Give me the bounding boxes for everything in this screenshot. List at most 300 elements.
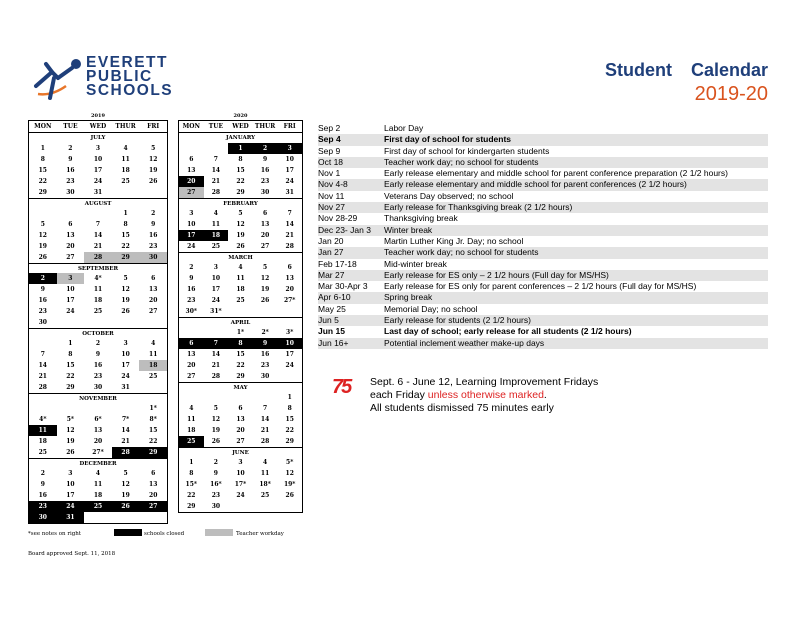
day-cell: 12: [236, 221, 245, 228]
day-cell: 3: [95, 145, 101, 152]
day-cell: 25: [38, 449, 47, 456]
event-row: [318, 157, 768, 168]
day-cell: 25: [121, 178, 130, 185]
day-cell: [57, 403, 85, 414]
badge-75: 75: [332, 376, 351, 398]
day-cell: 29: [236, 373, 245, 380]
day-cell: 21: [285, 232, 294, 239]
legend-workday-swatch: [205, 529, 233, 536]
day-cell: [277, 371, 302, 382]
event-date: Jan 27: [318, 247, 344, 258]
day-cell: 30: [38, 319, 47, 326]
day-cell: 5: [123, 470, 128, 477]
day-cell: 28: [260, 438, 270, 445]
day-cell: 6*: [94, 416, 102, 423]
day-header: THUR: [115, 123, 136, 130]
day-cell: 5: [263, 264, 268, 271]
day-cell: 4: [151, 340, 156, 347]
day-cell: 31: [57, 512, 85, 523]
month-title-april: APRIL: [179, 317, 302, 327]
day-cell: 12: [149, 156, 158, 163]
event-text: Veterans Day observed; no school: [384, 190, 514, 201]
day-cell: 6: [189, 156, 194, 163]
event-row: [318, 146, 768, 157]
day-cell: 27: [149, 308, 158, 315]
day-cell: 9: [40, 286, 45, 293]
day-header: WED: [89, 123, 107, 130]
day-cell: 1: [287, 394, 292, 401]
month-title-december: DECEMBER: [29, 458, 167, 468]
event-text: Memorial Day; no school: [384, 303, 478, 314]
event-row: [318, 326, 768, 337]
day-cell: 12: [66, 427, 75, 434]
day-cell: [139, 187, 167, 198]
day-cell: [84, 403, 112, 414]
day-cell: 21: [211, 178, 221, 185]
day-cell: 6: [151, 275, 156, 282]
day-cell: 7: [263, 405, 268, 412]
day-cell: 17: [211, 286, 221, 293]
day-cell: 24: [187, 243, 196, 250]
day-cell: 20: [285, 286, 294, 293]
day-cell: 30: [93, 384, 103, 391]
day-cell: 22: [149, 438, 158, 445]
day-header-row: [29, 121, 167, 133]
day-cell: 25: [93, 308, 103, 315]
event-row: [318, 123, 768, 134]
day-cell: 6: [179, 338, 204, 349]
day-header: FRI: [283, 123, 296, 130]
event-row: [318, 179, 768, 190]
day-cell: 29: [38, 189, 47, 196]
event-text: Early release elementary and middle school for parent conferences (2 1/2 hours): [384, 179, 687, 190]
day-cell: 23: [187, 297, 196, 304]
day-cell: 25: [236, 297, 245, 304]
day-cell: 28: [38, 384, 47, 391]
event-row: [318, 202, 768, 213]
day-cell: 16: [260, 351, 270, 358]
day-header: TUE: [63, 123, 78, 130]
day-cell: 18: [93, 297, 103, 304]
month-title-may: MAY: [179, 382, 302, 392]
day-cell: [84, 317, 112, 328]
day-cell: 26: [211, 438, 221, 445]
day-cell: 10: [285, 156, 294, 163]
day-cell: 31: [121, 384, 130, 391]
day-cell: [112, 187, 140, 198]
day-cell: 10: [236, 470, 245, 477]
day-cell: 3*: [286, 329, 294, 336]
event-row: [318, 191, 768, 202]
day-cell: 23: [29, 501, 57, 512]
day-cell: 18: [187, 427, 196, 434]
day-cell: 2: [151, 210, 156, 217]
day-cell: 29: [285, 438, 294, 445]
day-header: THUR: [254, 123, 276, 130]
day-cell: [139, 382, 167, 393]
event-text: Teacher work day; no school for students: [384, 247, 539, 258]
year-right: 2020: [233, 113, 248, 119]
event-date: Sep 9: [318, 145, 341, 156]
day-cell: 14: [38, 362, 47, 369]
day-cell: 9: [189, 275, 194, 282]
day-cell: 11: [260, 470, 270, 477]
day-cell: 1: [189, 459, 194, 466]
day-cell: 10: [211, 275, 221, 282]
event-date: Mar 30-Apr 3: [318, 281, 368, 292]
day-cell: [204, 327, 229, 338]
day-cell: [57, 317, 85, 328]
event-text: Early release for students (2 1/2 hours): [384, 315, 531, 326]
day-cell: 9: [151, 221, 156, 228]
day-cell: 3: [277, 143, 302, 154]
day-cell: 19: [66, 438, 75, 445]
day-cell: 26: [38, 254, 47, 261]
day-cell: 22: [187, 492, 196, 499]
event-row: [318, 236, 768, 247]
day-cell: 15*: [185, 481, 198, 488]
day-cell: 9: [40, 481, 45, 488]
day-cell: 23: [149, 243, 158, 250]
month-title-june: JUNE: [179, 447, 302, 457]
event-row: [318, 281, 768, 292]
day-cell: [139, 317, 167, 328]
event-text: Mid-winter break: [384, 258, 447, 269]
month-title-august: AUGUST: [29, 198, 167, 208]
day-cell: 8: [189, 470, 194, 477]
day-cell: 26: [66, 449, 75, 456]
event-date: Feb 17-18: [318, 258, 357, 269]
day-header: TUE: [208, 123, 224, 130]
day-cell: 7: [95, 221, 101, 228]
event-row: [318, 168, 768, 179]
day-cell: 15: [38, 167, 47, 174]
day-cell: 8: [123, 221, 128, 228]
day-cell: 14: [211, 351, 221, 358]
day-cell: 3: [123, 340, 128, 347]
day-cell: 28: [112, 447, 140, 458]
event-date: Sep 4: [318, 134, 341, 145]
day-cell: 25: [84, 501, 112, 512]
day-cell: 10: [121, 351, 130, 358]
event-text: Winter break: [384, 224, 433, 235]
day-cell: 4*: [39, 416, 47, 423]
day-cell: 29: [139, 447, 167, 458]
day-cell: 5: [213, 405, 218, 412]
day-cell: 23: [211, 492, 221, 499]
day-cell: 22: [236, 362, 245, 369]
note-line2c: .: [543, 389, 547, 401]
day-cell: 28: [285, 243, 294, 250]
legend-notes: *see notes on right: [28, 531, 81, 537]
day-cell: 6: [68, 221, 73, 228]
event-date: Nov 28-29: [318, 213, 358, 224]
day-cell: 10: [277, 338, 302, 349]
day-cell: 21: [38, 373, 47, 380]
note-line3: All students dismissed 75 minutes early: [370, 402, 554, 414]
day-cell: 22: [121, 243, 130, 250]
event-text: Early release for ES only – 2 1/2 hours (Full day for MS/HS): [384, 269, 609, 280]
day-cell: 27: [187, 373, 196, 380]
day-cell: 27: [179, 187, 204, 198]
day-cell: 9: [213, 470, 218, 477]
day-cell: 18: [121, 167, 130, 174]
district-logo: [32, 54, 174, 108]
day-cell: 20: [179, 176, 204, 187]
day-cell: 9: [68, 156, 73, 163]
day-cell: 20: [187, 362, 196, 369]
day-cell: 17: [121, 362, 130, 369]
day-cell: 27*: [283, 297, 296, 304]
day-cell: 20: [260, 232, 270, 239]
title-line2: 2019-20: [694, 83, 768, 105]
day-cell: 25: [149, 373, 158, 380]
day-cell: 27: [139, 501, 167, 512]
day-cell: 15: [121, 232, 130, 239]
day-cell: 27: [260, 243, 270, 250]
day-cell: 13: [66, 232, 75, 239]
day-cell: 7: [213, 156, 218, 163]
event-row: [318, 134, 768, 145]
day-cell: 13: [149, 481, 158, 488]
day-cell: 12: [211, 416, 221, 423]
board-approved: Board approved Sept. 11, 2018: [28, 551, 116, 557]
day-cell: [228, 501, 253, 512]
day-cell: 3: [57, 273, 85, 284]
day-cell: 4: [213, 210, 218, 217]
day-cell: 26: [236, 243, 245, 250]
day-cell: 16: [187, 286, 196, 293]
day-cell: [179, 327, 204, 338]
day-cell: 3: [189, 210, 194, 217]
day-cell: 24: [66, 308, 75, 315]
month-title-february: FEBRUARY: [179, 198, 302, 208]
day-cell: 13: [149, 286, 158, 293]
day-cell: 15: [236, 167, 245, 174]
month-grid: [179, 457, 302, 512]
day-cell: [139, 512, 167, 523]
day-cell: 13: [236, 416, 245, 423]
month-title-november: NOVEMBER: [29, 393, 167, 403]
event-date: Nov 1: [318, 168, 341, 179]
day-cell: 17: [66, 297, 75, 304]
day-cell: 7*: [121, 416, 130, 423]
day-cell: 17: [285, 167, 294, 174]
day-cell: 14: [285, 221, 294, 228]
day-cell: 15: [236, 351, 245, 358]
day-cell: 23: [66, 178, 75, 185]
event-row: [318, 259, 768, 270]
day-cell: 30: [139, 252, 167, 263]
day-cell: 11: [93, 481, 103, 488]
event-text: Spring break: [384, 292, 433, 303]
note-line1: Sept. 6 - June 12, Learning Improvement Fridays: [370, 376, 599, 388]
day-cell: 11: [211, 221, 221, 228]
day-cell: 8: [287, 405, 292, 412]
day-cell: 22: [38, 178, 47, 185]
event-date: Jun 16+: [318, 337, 349, 348]
month-grid: [29, 338, 167, 393]
day-cell: 7: [204, 338, 229, 349]
day-cell: 20: [66, 243, 75, 250]
day-cell: 19: [260, 286, 270, 293]
day-cell: 17: [93, 167, 103, 174]
event-date: Sep 2: [318, 123, 341, 133]
title-line1: Student Calendar: [604, 60, 768, 80]
day-cell: 26: [149, 178, 158, 185]
day-cell: 21: [260, 427, 270, 434]
day-cell: [112, 403, 140, 414]
day-cell: 16*: [210, 481, 222, 488]
event-text: Thanksgiving break: [384, 213, 458, 224]
day-header: MON: [34, 123, 52, 130]
day-cell: 17: [285, 351, 294, 358]
day-cell: 12: [38, 232, 47, 239]
day-cell: 30: [211, 503, 221, 510]
event-row: [318, 247, 768, 258]
day-cell: 20: [149, 492, 158, 499]
logo-text: EVERETT PUBLIC SCHOOLS: [86, 54, 174, 99]
day-cell: 19: [38, 243, 47, 250]
day-cell: 19: [211, 427, 221, 434]
event-text: Early release elementary and middle school for parent conference preparation (2 1/2 hours): [384, 168, 728, 179]
day-cell: 17: [179, 230, 204, 241]
day-cell: 1*: [236, 329, 245, 336]
day-cell: 7: [40, 351, 45, 358]
day-cell: 27: [66, 254, 75, 261]
day-cell: [179, 143, 204, 154]
day-cell: 18: [93, 492, 103, 499]
day-cell: 2*: [261, 329, 269, 336]
day-cell: 6: [238, 405, 243, 412]
day-cell: 2: [189, 264, 194, 271]
day-cell: 13: [285, 275, 294, 282]
day-cell: 24: [211, 297, 221, 304]
day-cell: [204, 392, 229, 403]
day-cell: 9: [263, 156, 268, 163]
day-cell: [57, 208, 85, 219]
day-cell: 9: [253, 338, 278, 349]
day-cell: 12: [285, 470, 294, 477]
day-cell: 3: [68, 470, 73, 477]
day-cell: 25: [211, 243, 221, 250]
legend-closed-swatch: [114, 529, 142, 536]
day-cell: 8: [68, 351, 73, 358]
day-cell: 31: [93, 189, 103, 196]
note-line2a: each Friday: [370, 389, 428, 401]
day-cell: 9: [95, 351, 101, 358]
month-grid: [179, 208, 302, 252]
day-cell: 5*: [286, 459, 294, 466]
day-cell: 26: [260, 297, 270, 304]
day-cell: 10: [66, 481, 75, 488]
day-cell: 22: [236, 178, 245, 185]
day-header: FRI: [147, 123, 160, 130]
day-cell: 19: [121, 492, 130, 499]
day-cell: 6: [287, 264, 292, 271]
day-cell: 13: [187, 167, 196, 174]
day-cell: 18: [38, 438, 47, 445]
day-cell: 27*: [92, 449, 104, 456]
calendar-2020: [178, 120, 303, 513]
events-list: [318, 123, 768, 349]
day-cell: 18*: [259, 481, 271, 488]
event-row: [318, 315, 768, 326]
event-row: [318, 304, 768, 315]
event-text: Last day of school; early release for all students (2 1/2 hours): [384, 326, 632, 337]
day-cell: 15: [66, 362, 75, 369]
day-cell: 19*: [283, 481, 296, 488]
day-cell: 5: [151, 145, 156, 152]
event-text: First day of school for students: [384, 134, 512, 145]
day-cell: 1: [228, 143, 253, 154]
month-grid: [179, 392, 302, 447]
day-cell: 23: [260, 178, 270, 185]
event-date: May 25: [318, 303, 346, 314]
day-cell: 12: [121, 481, 130, 488]
day-cell: 2: [40, 470, 45, 477]
day-cell: [29, 338, 57, 349]
day-cell: 4: [123, 145, 128, 152]
day-cell: 11: [121, 156, 130, 163]
day-cell: 16: [149, 232, 158, 239]
day-cell: 16: [93, 362, 103, 369]
day-cell: 6: [263, 210, 268, 217]
day-cell: 24: [236, 492, 245, 499]
day-cell: [253, 306, 278, 317]
day-cell: [277, 306, 302, 317]
day-cell: 1: [40, 145, 45, 152]
day-cell: 12: [260, 275, 270, 282]
day-cell: 8*: [149, 416, 157, 423]
event-row: [318, 270, 768, 281]
note-line2b: unless otherwise marked: [427, 389, 544, 401]
day-cell: 15: [285, 416, 294, 423]
event-row: [318, 213, 768, 224]
day-cell: 1*: [149, 405, 157, 412]
day-cell: 16: [66, 167, 75, 174]
day-cell: 30: [260, 189, 270, 196]
day-cell: 19: [149, 167, 158, 174]
event-text: Early release for Thanksgiving break (2 1/2 hours): [384, 202, 573, 213]
day-cell: 13: [260, 221, 270, 228]
day-cell: 22: [285, 427, 294, 434]
day-cell: 29: [112, 252, 140, 263]
day-cell: [277, 501, 302, 512]
month-grid: [29, 273, 167, 328]
day-cell: [228, 306, 253, 317]
day-cell: [253, 501, 278, 512]
day-cell: 18: [204, 230, 229, 241]
event-date: Jun 5: [318, 315, 339, 326]
month-grid: [29, 143, 167, 198]
day-cell: 21: [93, 243, 103, 250]
day-cell: 18: [139, 360, 167, 371]
legend-closed-label: schools closed: [144, 531, 185, 537]
day-cell: 25: [179, 436, 204, 447]
event-text: Potential inclement weather make-up days: [384, 337, 545, 348]
event-date: Nov 27: [318, 202, 345, 213]
day-cell: 7: [287, 210, 292, 217]
day-cell: 26: [285, 492, 294, 499]
day-cell: 3: [213, 264, 218, 271]
day-cell: 16: [38, 492, 47, 499]
event-text: Teacher work day; no school for students: [384, 156, 539, 167]
day-cell: 28: [211, 373, 221, 380]
day-cell: 19: [121, 297, 130, 304]
day-cell: 15: [149, 427, 158, 434]
day-cell: 5*: [66, 416, 75, 423]
